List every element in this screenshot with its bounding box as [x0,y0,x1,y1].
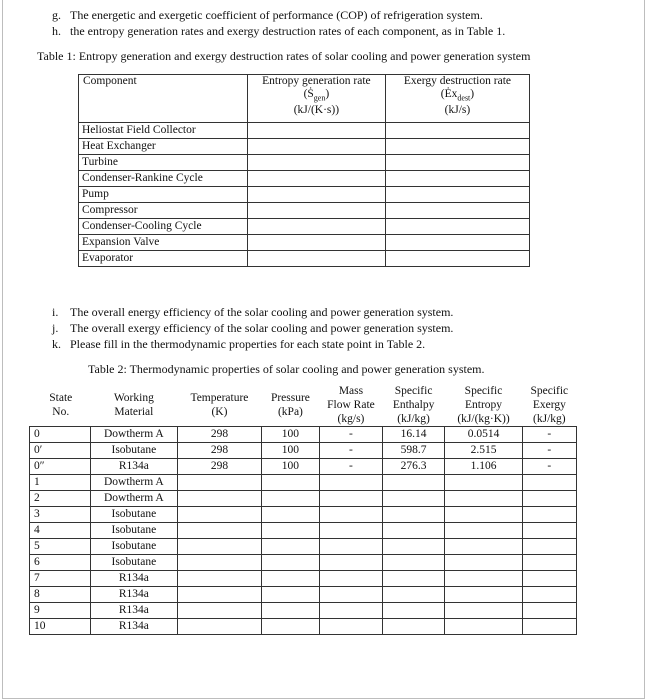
mass-flow-cell: - [320,459,383,475]
mass-flow-cell[interactable] [320,603,383,619]
enthalpy-cell[interactable] [382,475,445,491]
material-cell: R134a [90,587,178,603]
pressure-cell[interactable] [261,475,319,491]
enthalpy-cell[interactable] [382,603,445,619]
temperature-cell[interactable] [178,539,262,555]
component-name: Heat Exchanger [79,139,248,155]
pressure-cell: 100 [261,427,319,443]
exergy-cell[interactable] [385,203,529,219]
item-i: i. The overall energy efficiency of the solar cooling and power generation system. [52,305,454,319]
entropy-cell[interactable] [247,139,385,155]
table1-caption: Table 1: Entropy generation and exergy destruction rates of solar cooling and power generation system [37,49,531,63]
material-cell: Isobutane [90,539,178,555]
table-row [30,443,577,459]
entropy-cell[interactable] [247,123,385,139]
table2-header-row [30,384,577,427]
header-pressure: Pressure (kPa) [270,392,310,418]
entropy-cell[interactable] [445,491,522,507]
mass-flow-cell[interactable] [320,587,383,603]
temperature-cell[interactable] [178,571,262,587]
enthalpy-cell: 276.3 [382,459,445,475]
exergy-cell[interactable] [385,139,529,155]
exergy-cell: - [522,443,576,459]
material-cell: Dowtherm A [90,427,178,443]
pressure-cell[interactable] [261,539,319,555]
temperature-cell: 298 [178,459,262,475]
pressure-cell[interactable] [261,507,319,523]
component-name: Heliostat Field Collector [79,123,248,139]
component-name: Condenser-Cooling Cycle [79,219,248,235]
temperature-cell[interactable] [178,507,262,523]
exergy-cell[interactable] [385,235,529,251]
enthalpy-cell[interactable] [382,507,445,523]
table-row [30,459,577,475]
entropy-cell[interactable] [445,507,522,523]
component-name: Expansion Valve [79,235,248,251]
state-cell: 0′ [30,443,91,459]
state-cell: 0 [30,427,91,443]
exergy-cell[interactable] [522,507,576,523]
table1-header-row [79,75,530,123]
pressure-cell[interactable] [261,491,319,507]
entropy-cell[interactable] [247,251,385,267]
enthalpy-cell[interactable] [382,587,445,603]
table-row [79,203,530,219]
exergy-cell[interactable] [522,523,576,539]
header-material: Working Material [113,392,154,418]
temperature-cell[interactable] [178,523,262,539]
material-cell: Isobutane [90,443,178,459]
table-row [79,235,530,251]
table-row [30,603,577,619]
item-g: g. The energetic and exergetic coefficient of performance (COP) of refrigeration system. [52,8,483,22]
pressure-cell[interactable] [261,587,319,603]
state-cell: 5 [30,539,91,555]
material-cell: R134a [90,459,178,475]
state-cell: 8 [30,587,91,603]
table-row [30,507,577,523]
table-row [79,155,530,171]
table-row [30,475,577,491]
header-exergy-destruction: Exergy destruction rate $(Ėx_{dest})$ (kJ/s) [385,75,529,123]
material-cell: Isobutane [90,523,178,539]
table-row [30,427,577,443]
item-j: j. The overall exergy efficiency of the solar cooling and power generation system. [52,321,454,335]
header-temperature: Temperature (K) [190,392,249,418]
entropy-cell[interactable] [445,603,522,619]
temperature-cell: 298 [178,443,262,459]
enthalpy-cell[interactable] [382,571,445,587]
entropy-cell[interactable] [247,219,385,235]
entropy-exergy-table [78,74,530,267]
table-row [79,219,530,235]
table-row [30,523,577,539]
exergy-cell[interactable] [385,251,529,267]
component-name: Compressor [79,203,248,219]
exergy-cell: - [522,459,576,475]
table-row [30,555,577,571]
enthalpy-cell[interactable] [382,523,445,539]
pressure-cell[interactable] [261,619,319,635]
header-mass-flow: Mass Flow Rate (kg/s) [327,385,375,425]
mass-flow-cell[interactable] [320,491,383,507]
component-name: Turbine [79,155,248,171]
enthalpy-cell: 598.7 [382,443,445,459]
exergy-cell[interactable] [522,619,576,635]
exergy-cell: - [522,427,576,443]
state-cell: 4 [30,523,91,539]
item-k: k. Please fill in the thermodynamic properties for each state point in Table 2. [52,337,426,351]
state-cell: 6 [30,555,91,571]
state-cell: 0″ [30,459,91,475]
entropy-cell: 0.0514 [445,427,522,443]
material-cell: Dowtherm A [90,491,178,507]
thermodynamic-properties-table [29,384,577,635]
state-cell: 9 [30,603,91,619]
table2-caption: Table 2: Thermodynamic properties of solar cooling and power generation system. [88,362,485,376]
exergy-cell[interactable] [385,171,529,187]
mass-flow-cell[interactable] [320,555,383,571]
state-cell: 2 [30,491,91,507]
header-entropy-generation: Entropy generation rate (Ṡ$_{gen}$) (kJ/(K·s)) [247,75,385,123]
entropy-cell[interactable] [445,555,522,571]
mass-flow-cell: - [320,443,383,459]
temperature-cell[interactable] [178,587,262,603]
component-name: Condenser-Rankine Cycle [79,171,248,187]
header-exergy: Specific Exergy (kJ/kg) [530,385,569,425]
enthalpy-cell[interactable] [382,619,445,635]
temperature-cell[interactable] [178,491,262,507]
component-name: Pump [79,187,248,203]
exergy-cell[interactable] [522,539,576,555]
mass-flow-cell[interactable] [320,619,383,635]
material-cell: R134a [90,619,178,635]
enthalpy-cell[interactable] [382,491,445,507]
mass-flow-cell[interactable] [320,539,383,555]
header-entropy: Specific Entropy (kJ/(kg·K)) [457,385,510,425]
entropy-cell[interactable] [445,523,522,539]
exergy-cell[interactable] [522,491,576,507]
entropy-cell[interactable] [247,187,385,203]
material-cell: Isobutane [90,555,178,571]
pressure-cell: 100 [261,459,319,475]
table-row [79,187,530,203]
material-cell: R134a [90,571,178,587]
pressure-cell: 100 [261,443,319,459]
material-cell: R134a [90,603,178,619]
header-enthalpy: Specific Enthalpy (kJ/kg) [392,385,435,425]
entropy-cell[interactable] [247,171,385,187]
component-name: Evaporator [79,251,248,267]
state-cell: 10 [30,619,91,635]
entropy-cell[interactable] [247,155,385,171]
temperature-cell[interactable] [178,475,262,491]
temperature-cell[interactable] [178,619,262,635]
exergy-cell[interactable] [385,187,529,203]
table-row [79,251,530,267]
table-row [79,123,530,139]
exergy-cell[interactable] [522,555,576,571]
header-component: Component [79,75,248,123]
table-row [30,571,577,587]
entropy-cell[interactable] [445,619,522,635]
header-state: State No. [49,392,73,418]
mass-flow-cell[interactable] [320,523,383,539]
entropy-cell[interactable] [445,539,522,555]
state-cell: 7 [30,571,91,587]
table-row [30,587,577,603]
entropy-cell[interactable] [445,475,522,491]
entropy-cell[interactable] [247,203,385,219]
entropy-cell: 2.515 [445,443,522,459]
entropy-cell: 1.106 [445,459,522,475]
state-cell: 1 [30,475,91,491]
enthalpy-cell[interactable] [382,555,445,571]
mass-flow-cell[interactable] [320,475,383,491]
pressure-cell[interactable] [261,603,319,619]
mass-flow-cell[interactable] [320,571,383,587]
pressure-cell[interactable] [261,571,319,587]
entropy-cell[interactable] [247,235,385,251]
exergy-cell[interactable] [522,571,576,587]
exergy-cell[interactable] [522,587,576,603]
exergy-cell[interactable] [385,123,529,139]
pressure-cell[interactable] [261,523,319,539]
table-row [79,171,530,187]
table-row [30,619,577,635]
temperature-cell: 298 [178,427,262,443]
table-row [79,139,530,155]
exergy-cell[interactable] [522,603,576,619]
item-h: h. the entropy generation rates and exergy destruction rates of each component, as in Table 1. [52,24,506,38]
entropy-cell[interactable] [445,571,522,587]
enthalpy-cell[interactable] [382,539,445,555]
pressure-cell[interactable] [261,555,319,571]
table-row [30,491,577,507]
mass-flow-cell[interactable] [320,507,383,523]
material-cell: Isobutane [90,507,178,523]
table-row [30,539,577,555]
exergy-cell[interactable] [385,155,529,171]
temperature-cell[interactable] [178,555,262,571]
exergy-cell[interactable] [385,219,529,235]
enthalpy-cell: 16.14 [382,427,445,443]
entropy-cell[interactable] [445,587,522,603]
material-cell: Dowtherm A [90,475,178,491]
state-cell: 3 [30,507,91,523]
temperature-cell[interactable] [178,603,262,619]
exergy-cell[interactable] [522,475,576,491]
mass-flow-cell: - [320,427,383,443]
